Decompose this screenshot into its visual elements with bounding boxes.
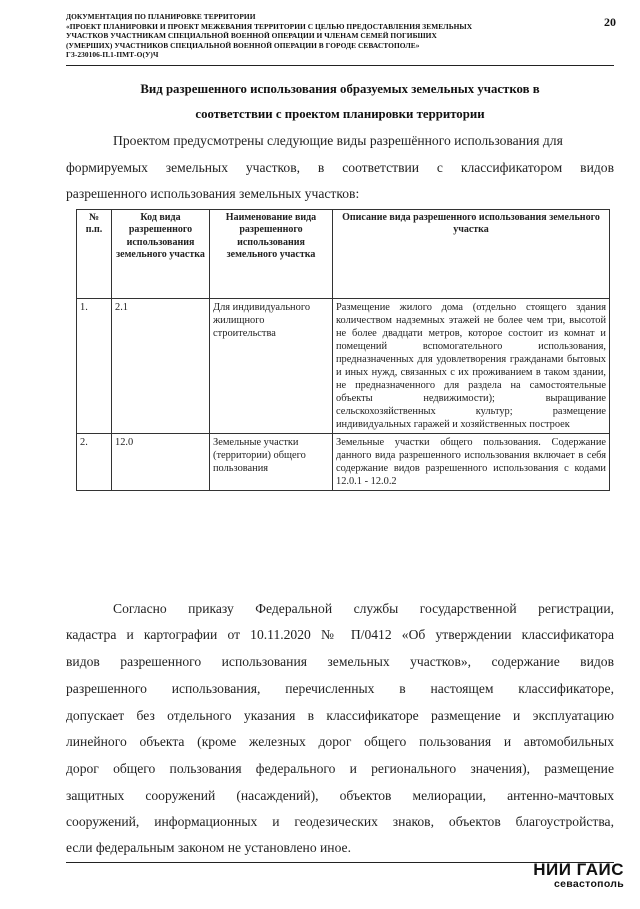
page-number: 20 — [604, 15, 616, 29]
land-use-table — [76, 209, 610, 491]
section-title-line-2: соответствии с проектом планировки территории — [195, 107, 485, 121]
header-line: УЧАСТКОВ УЧАСТНИКАМ СПЕЦИАЛЬНОЙ ВОЕННОЙ ОПЕРАЦИИ И ЧЛЕНАМ СЕМЕЙ ПОГИБШИХ — [66, 31, 437, 41]
paragraph-line: видов разрешенного использования земельных участков», содержание видов — [66, 654, 614, 669]
header-divider — [66, 65, 614, 66]
section-title-line-1: Вид разрешенного использования образуемых земельных участков в — [140, 82, 540, 96]
header-line: (УМЕРШИХ) УЧАСТНИКОВ СПЕЦИАЛЬНОЙ ВОЕННОЙ ОПЕРАЦИИ В ГОРОДЕ СЕВАСТОПОЛЕ» — [66, 40, 420, 50]
nii-gais-logo — [488, 861, 624, 890]
header-line: ДОКУМЕНТАЦИЯ ПО ПЛАНИРОВКЕ ТЕРРИТОРИИ — [66, 12, 256, 21]
table-header-row — [77, 210, 610, 299]
cell-name: Для индивидуального жилищного строительства — [210, 299, 333, 434]
cell-name: Земельные участки (территории) общего пользования — [210, 434, 333, 491]
table-row — [77, 434, 610, 491]
paragraph-line: защитных сооружений (насаждений), объектов мелиорации, антенно-мачтовых — [66, 788, 614, 803]
paragraph-line: если федеральным законом не установлено иное. — [66, 840, 351, 855]
paragraph-line: линейного объекта (кроме железных дорог общего пользования и автомобильных — [66, 734, 614, 749]
header-line: ГЗ-230106-П.1-ПМТ-О(У)Ч — [66, 50, 159, 60]
logo-title: НИИ ГАИС — [533, 860, 624, 879]
paragraph-line: Согласно приказу Федеральной службы государственной регистрации, — [113, 601, 614, 616]
header-cell-number: № п.п. — [77, 210, 112, 299]
cell-number: 1. — [77, 299, 112, 434]
paragraph-line: разрешенного использования, перечисленных в настоящем классификаторе, — [66, 681, 614, 696]
cell-code: 2.1 — [112, 299, 210, 434]
logo-subtitle: севастополь — [553, 878, 624, 890]
table-row — [77, 299, 610, 434]
paragraph-line: допускает без отдельного указания в классификаторе размещение и эксплуатацию — [66, 708, 614, 723]
document-header — [66, 12, 566, 60]
header-cell-description: Описание вида разрешенного использования земельного участка — [333, 210, 610, 299]
paragraph-line: сооружений, информационных и геодезических знаков, объектов благоустройства, — [66, 814, 614, 829]
header-cell-name: Наименование вида разрешенного использования земельного участка — [210, 210, 333, 299]
intro-line-3: разрешенного использования земельных участков: — [66, 186, 360, 201]
cell-description: Земельные участки общего пользования. Содержание данного вида разрешенного использования включает в себя содержание видов разрешенного использования с кодами 12.0.1 - 12.0.2 — [333, 434, 610, 491]
intro-line-2: формируемых земельных участков, в соответствии с классификатором видов — [66, 160, 614, 175]
intro-line-1: Проектом предусмотрены следующие виды разрешённого использования для — [113, 133, 563, 148]
cell-description: Размещение жилого дома (отдельно стоящего здания количеством надземных этажей не более чем три, высотой не более двадцати метров, которое состоит из комнат и помещений вспомогательного использования, предназначенных для удовлетворения гражданами бытовых и иных нужд, связанных с их проживанием в таком здании, не предназначенного для раздела на самостоятельные объекты недвижимости); выращивание сельскохозяйственных культур; размещение индивидуальных гаражей и хозяйственных построек — [333, 299, 610, 434]
paragraph-line: кадастра и картографии от 10.11.2020 № П/0412 «Об утверждении классификатора — [66, 627, 614, 642]
cell-code: 12.0 — [112, 434, 210, 491]
header-cell-code: Код вида разрешенного использования земельного участка — [112, 210, 210, 299]
header-line: «ПРОЕКТ ПЛАНИРОВКИ И ПРОЕКТ МЕЖЕВАНИЯ ТЕРРИТОРИИ С ЦЕЛЬЮ ПРЕДОСТАВЛЕНИЯ ЗЕМЕЛЬНЫХ — [66, 21, 473, 31]
paragraph-line: дорог общего пользования федерального и регионального значения), размещение — [66, 761, 614, 776]
cell-number: 2. — [77, 434, 112, 491]
